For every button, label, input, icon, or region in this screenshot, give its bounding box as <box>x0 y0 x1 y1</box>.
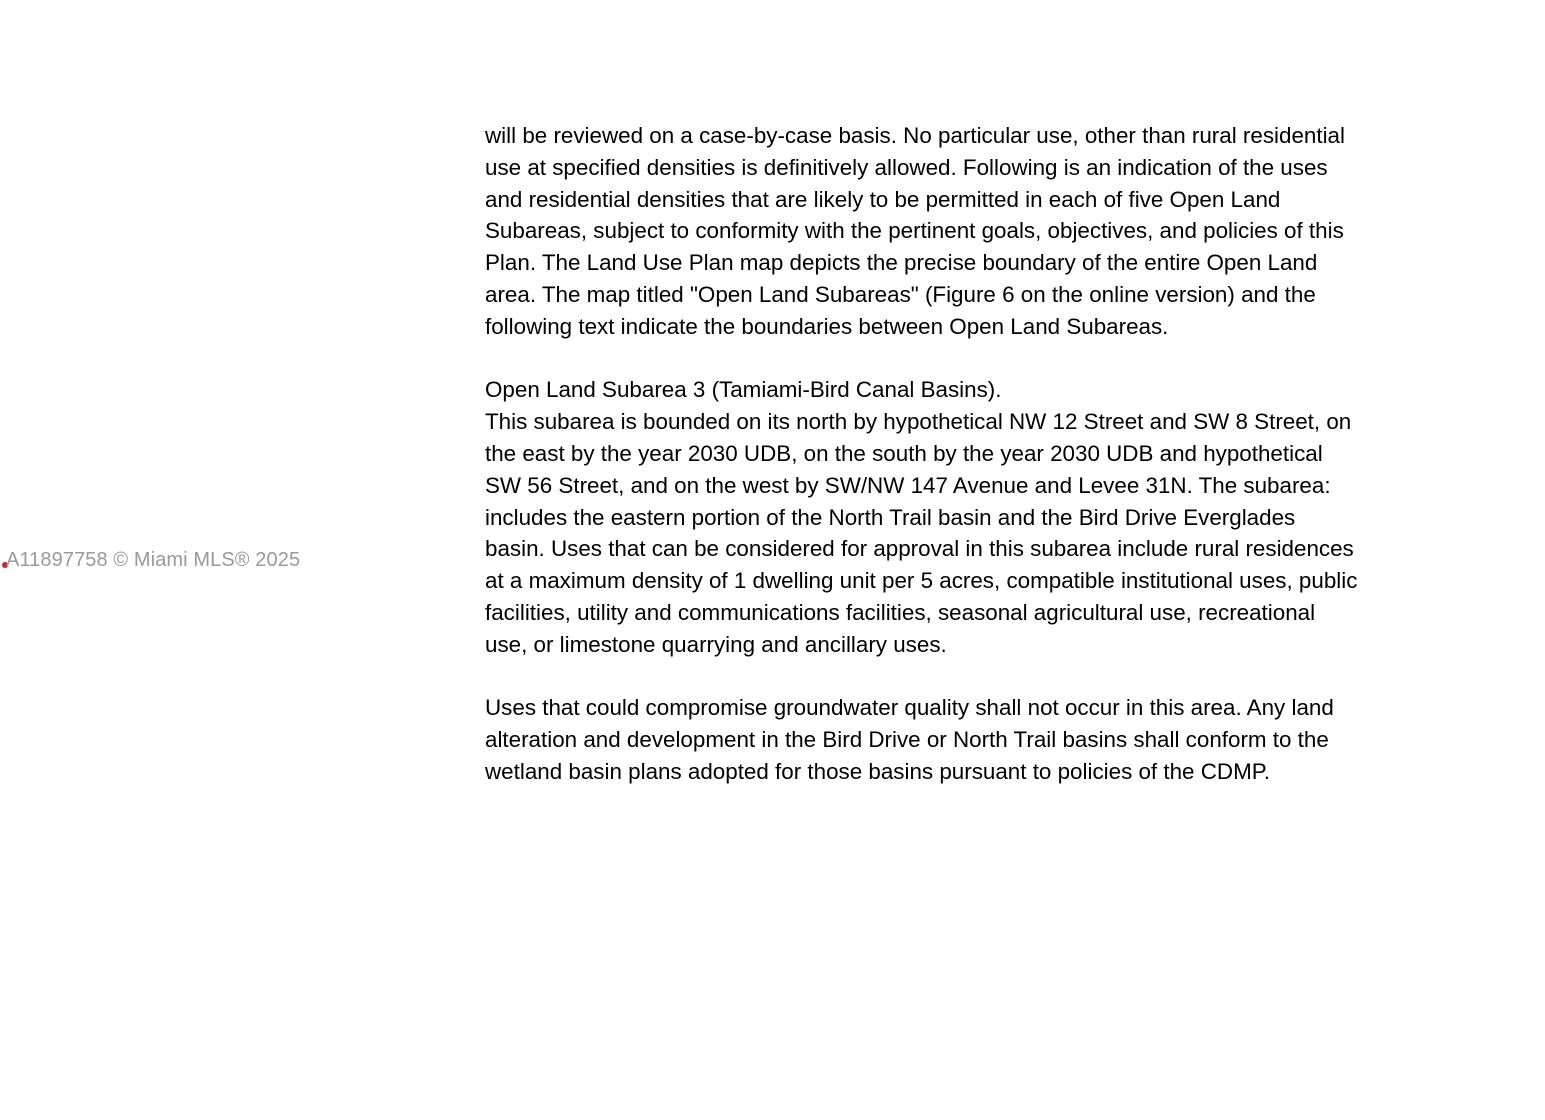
subarea-heading: Open Land Subarea 3 (Tamiami-Bird Canal Basins). <box>485 377 1002 403</box>
text-line: basin. Uses that can be considered for approval in this subarea include rural residences <box>485 536 1354 562</box>
text-line: SW 56 Street, and on the west by SW/NW 147 Avenue and Levee 31N. The subarea: <box>485 472 1331 498</box>
text-line: use, or limestone quarrying and ancillary uses. <box>485 631 947 657</box>
paragraph-spacer <box>485 343 1430 375</box>
text-line: includes the eastern portion of the North Trail basin and the Bird Drive Everglades <box>485 504 1296 530</box>
text-line: following text indicate the boundaries between Open Land Subareas. <box>485 313 1169 339</box>
paragraph-groundwater <box>485 692 1430 787</box>
text-line: alteration and development in the Bird Drive or North Trail basins shall conform to the <box>485 727 1329 753</box>
watermark-text: A11897758 © Miami MLS® 2025 <box>6 548 301 571</box>
text-line: Plan. The Land Use Plan map depicts the precise boundary of the entire Open Land <box>485 250 1318 276</box>
text-line: Subareas, subject to conformity with the pertinent goals, objectives, and policies of this <box>485 218 1344 244</box>
text-line: and residential densities that are likely to be permitted in each of five Open Land <box>485 186 1281 212</box>
text-line: at a maximum density of 1 dwelling unit per 5 acres, compatible institutional uses, public <box>485 568 1358 594</box>
paragraph-spacer <box>485 661 1430 693</box>
text-line: facilities, utility and communications facilities, seasonal agricultural use, recreational <box>485 599 1316 625</box>
text-line: wetland basin plans adopted for those basins pursuant to policies of the CDMP. <box>485 758 1270 784</box>
paragraph-intro <box>485 120 1430 343</box>
document-body <box>485 120 1430 788</box>
mls-watermark <box>2 547 300 573</box>
paragraph-subarea <box>485 374 1430 660</box>
text-line: area. The map titled "Open Land Subareas" (Figure 6 on the online version) and the <box>485 281 1316 307</box>
text-line: This subarea is bounded on its north by hypothetical NW 12 Street and SW 8 Street, on <box>485 409 1352 435</box>
text-line: the east by the year 2030 UDB, on the south by the year 2030 UDB and hypothetical <box>485 440 1323 466</box>
text-line: will be reviewed on a case-by-case basis. No particular use, other than rural residential <box>485 123 1345 148</box>
text-line: Uses that could compromise groundwater quality shall not occur in this area. Any land <box>485 695 1334 721</box>
text-line: use at specified densities is definitively allowed. Following is an indication of the uses <box>485 154 1328 180</box>
